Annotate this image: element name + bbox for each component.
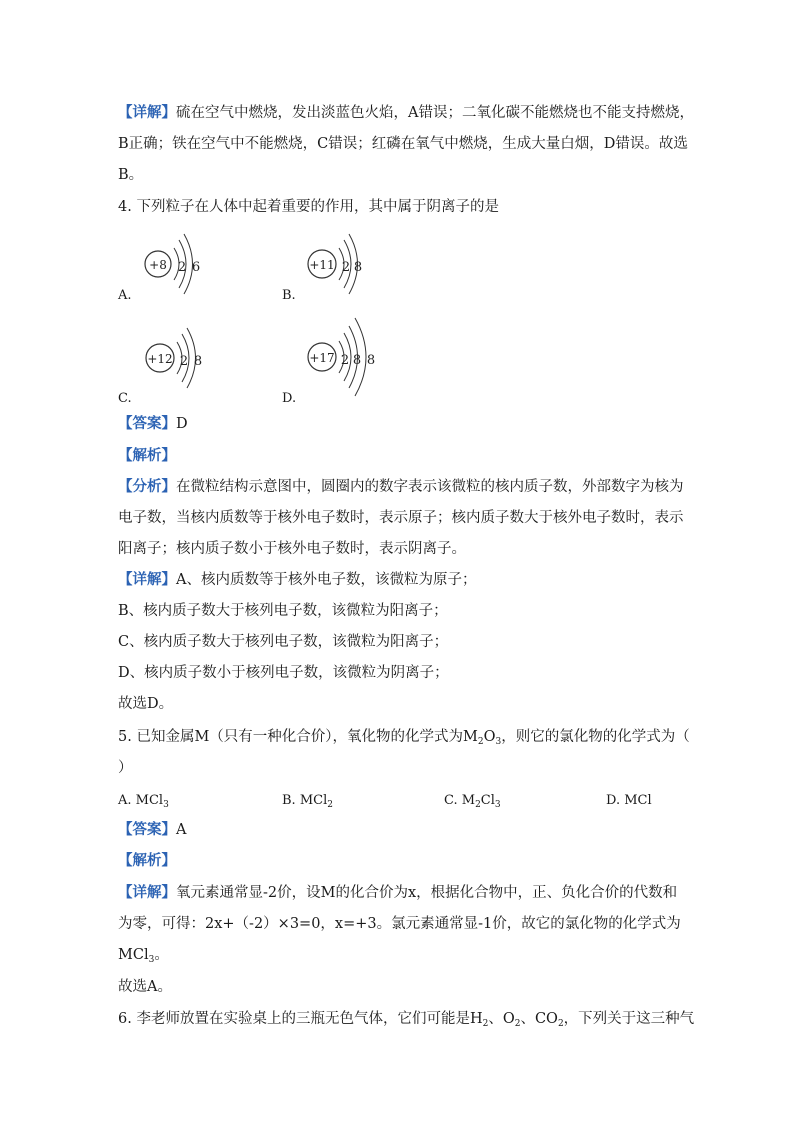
q4-detail-c: C、核内质子数大于核列电子数，该微粒为阳离子； — [118, 634, 449, 650]
atom-diagram-a — [138, 228, 218, 300]
shell-electrons-b-2: 8 — [353, 260, 363, 275]
q5-stem: 5. 已知金属M（只有一种化合价），氧化物的化学式为$M_2O_3$，则它的氯化物的化学式为（ — [118, 729, 690, 747]
q5-option-c: C. $M_2Cl_3$ — [444, 793, 501, 810]
nucleus-charge-c: +12 — [147, 352, 173, 366]
atom-diagram-c — [140, 322, 220, 394]
q5-conclusion: 故选A。 — [118, 979, 172, 995]
detail-tag: 【详解】 — [118, 884, 176, 901]
option-letter-b: B. — [282, 288, 296, 303]
q3-detail-line3: B。 — [118, 167, 144, 183]
shell-electrons-d-2: 8 — [352, 353, 362, 368]
nucleus-charge-a: +8 — [149, 258, 167, 272]
answer-tag: 【答案】 — [118, 415, 176, 432]
q3-detail-line1: 【详解】硫在空气中燃烧，发出淡蓝色火焰，A错误；二氧化碳不能燃烧也不能支持燃烧， — [118, 104, 694, 121]
shell-electrons-a-1: 2 — [177, 260, 187, 275]
q5-option-b: B. MCl$_2$ — [282, 793, 333, 810]
q4-detail-b: B、核内质子数大于核列电子数，该微粒为阳离子； — [118, 603, 448, 619]
q3-detail-line2: B正确；铁在空气中不能燃烧，C错误；红磷在氧气中燃烧，生成大量白烟，D错误。故选 — [118, 136, 688, 152]
analysis-tag: 【解析】 — [118, 852, 176, 869]
option-letter-d: D. — [282, 391, 297, 406]
shell-electrons-c-2: 8 — [193, 354, 203, 369]
atom-diagram-b — [300, 228, 380, 300]
q5-option-d: D. MCl — [606, 793, 652, 808]
shell-electrons-b-1: 2 — [341, 260, 351, 275]
shell-electrons-a-2: 6 — [191, 260, 201, 275]
detail-tag: 【详解】 — [118, 104, 176, 121]
shell-electrons-c-1: 2 — [179, 354, 189, 369]
q5-stem-line2: ） — [118, 760, 133, 776]
option-letter-a: A. — [118, 288, 132, 303]
q4-fenxi-line2: 电子数，当核内质数等于核外电子数时，表示原子；核内质子数大于核外电子数时，表示 — [118, 510, 684, 526]
q4-analysis-heading — [118, 446, 176, 466]
q5-detail-line3: MCl$_3$。 — [118, 947, 169, 965]
q4-answer-value: D — [176, 416, 188, 432]
q4-stem: 4. 下列粒子在人体中起着重要的作用，其中属于阴离子的是 — [118, 199, 499, 215]
nucleus-charge-b: +11 — [309, 258, 335, 272]
q4-conclusion: 故选D。 — [118, 696, 174, 712]
q4-detail-d: D、核内质子数小于核列电子数，该微粒为阴离子； — [118, 665, 449, 681]
fenxi-tag: 【分析】 — [118, 478, 176, 495]
q4-fenxi-line3: 阳离子；核内质子数小于核外电子数时，表示阴离子。 — [118, 541, 466, 557]
answer-tag: 【答案】 — [118, 821, 176, 838]
nucleus-charge-d: +17 — [309, 351, 335, 365]
q5-detail-line1: 【详解】氧元素通常显-2价，设M的化合价为x，根据化合物中，正、负化合价的代数和 — [118, 884, 678, 901]
q5-analysis-heading — [118, 851, 176, 871]
option-letter-c: C. — [118, 391, 132, 406]
shell-electrons-d-3: 8 — [366, 353, 376, 368]
q5-detail-line2: 为零，可得：2x+（-2）×3=0，x=+3。氯元素通常显-1价，故它的氯化物的化学式为 — [118, 916, 681, 932]
detail-tag: 【详解】 — [118, 571, 176, 588]
q6-stem: 6. 李老师放置在实验桌上的三瓶无色气体，它们可能是$H_2$、$O_2$、$CO_2$，下列关于这三种气 — [118, 1011, 695, 1029]
q5-answer — [118, 820, 186, 840]
q4-answer — [118, 414, 188, 434]
atom-diagram-d — [300, 310, 390, 400]
q5-option-a: A. MCl$_3$ — [118, 793, 169, 810]
shell-electrons-d-1: 2 — [340, 353, 350, 368]
q4-fenxi-line1: 【分析】在微粒结构示意图中，圆圈内的数字表示该微粒的核内质子数，外部数字为核为 — [118, 478, 684, 495]
q5-answer-value: A — [176, 822, 187, 838]
q4-detail-a: 【详解】A、核内质数等于核外电子数，该微粒为原子； — [118, 571, 477, 588]
analysis-tag: 【解析】 — [118, 447, 176, 464]
